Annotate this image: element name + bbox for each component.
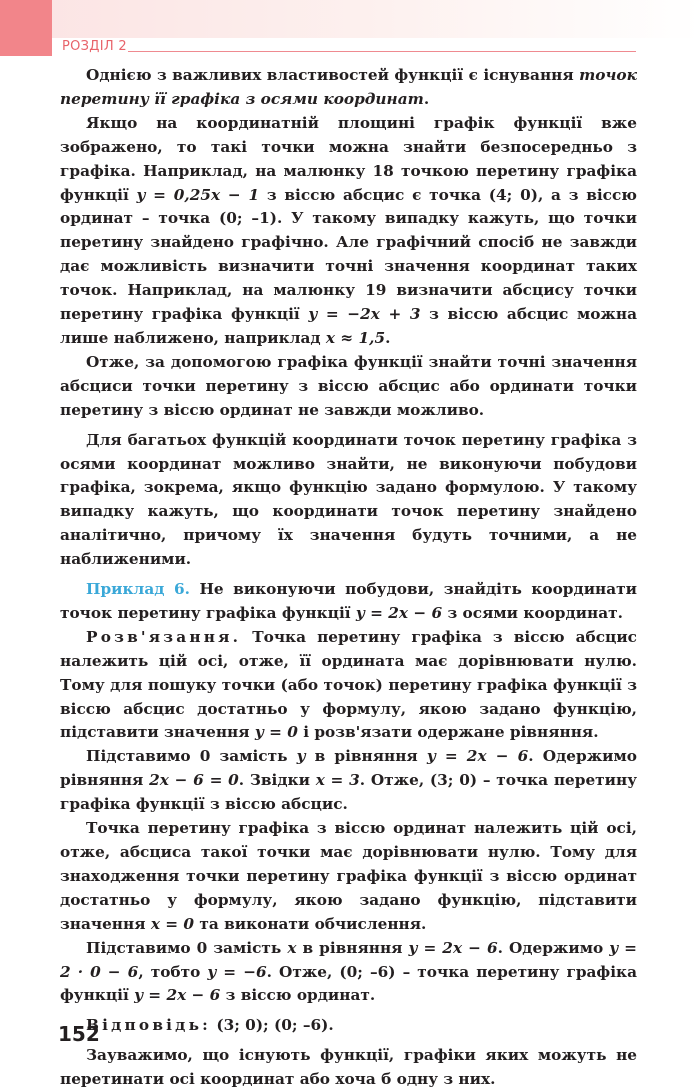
paragraph-y-intercept	[60, 937, 637, 1009]
text-span: . Одержимо рівняння	[60, 747, 637, 790]
variable: y	[296, 747, 306, 766]
text-span: Підставимо 0 замість	[86, 938, 288, 957]
text-span: Не виконуючи побудови, знайдіть координати точок перетину графіка функції	[60, 580, 637, 622]
formula: 2x − 6 = 0	[149, 771, 239, 790]
formula: y = −6	[207, 962, 267, 981]
text-span: , тобто	[138, 962, 208, 981]
formula: y = 0,25x − 1	[136, 185, 260, 204]
formula: x ≈ 1,5	[325, 328, 386, 347]
formula: y = 2x − 6	[426, 747, 529, 766]
text-span: з віссю ординат.	[220, 986, 376, 1005]
formula: y = 2x − 6	[355, 603, 443, 622]
solution-paragraph	[60, 626, 637, 746]
paragraph-y-axis-method	[60, 817, 637, 937]
text-span: Точка перетину графіка з віссю абсцис належить цій осі, отже, її ордината має дорівнювати нулю. Тому для пошуку точки (або точок) перетину графіка функції з віссю абсцис достатньо у формулу, якою задано функцію, підставити значення	[60, 627, 637, 742]
text-span: Підставимо 0 замість	[86, 747, 297, 766]
text-span: Однією з важливих властивостей функції є існування	[86, 66, 580, 84]
text-span: з осями координат.	[442, 603, 623, 622]
formula: y = 0	[254, 723, 298, 742]
text-span: в рівняння	[296, 938, 409, 957]
paragraph-intro	[60, 64, 637, 112]
paragraph-analytic-method: Для багатьох функцій координати точок перетину графіка з осями координат можливо знайти, не виконуючи побудови графіка, зокрема, якщо функцію задано формулою. У такому випадку кажуть, що координати точок перетину знайдено аналітично, причому їх значення будуть точними, а не наближеними.	[60, 430, 637, 569]
answer-text: (3; 0); (0; –6).	[211, 1016, 334, 1035]
variable: x	[287, 938, 297, 957]
text-span: та виконати обчислення.	[194, 914, 427, 933]
formula: y = 2x − 6	[134, 986, 221, 1005]
text-span: .	[385, 328, 391, 347]
page-number: 152	[58, 1022, 100, 1046]
answer-paragraph	[60, 1014, 637, 1038]
formula: x = 0	[150, 914, 195, 933]
chapter-color-tab	[0, 0, 52, 56]
answer-label: Відповідь:	[86, 1016, 211, 1035]
text-span: з віссю абсцис є точка (4; 0), а з віссю ординат – точка (0; –1). У такому випадку кажуть, що точки перетину знайдено графічно. Але графічний спосіб не завжди дає можливість визначити точні значення координат таких точок. Наприклад, на малюнку 19 визначити абсцису точки перетину графіка функції	[60, 185, 637, 324]
formula: y = −2x + 3	[308, 305, 421, 324]
text-span: і розв'язати одержане рівняння.	[297, 723, 599, 742]
paragraph-x-intercept	[60, 745, 637, 817]
header-divider	[128, 51, 636, 52]
text-span: . Звідки	[238, 771, 316, 790]
text-span: Точка перетину графіка з віссю ординат належить цій осі, отже, абсциса такої точки має дорівнювати нулю. Тому для знаходження точки перетину графіка функції з віссю ординат достатньо у формулу, якою задано функцію, підставити значення	[60, 819, 637, 933]
text-span: . Отже, (3; 0) – точка перетину графіка функції з віссю абсцис.	[60, 771, 637, 814]
section-label: РОЗДІЛ 2	[62, 39, 127, 54]
formula: y = 2x − 6	[408, 938, 498, 957]
text-span: .	[423, 89, 430, 108]
text-span: . Отже, (0; –6) – точка перетину графіка функції	[60, 962, 637, 1005]
header-band	[0, 0, 700, 38]
formula: x = 3	[315, 771, 360, 790]
paragraph-conclusion: Отже, за допомогою графіка функції знайти точні значення абсциси точки перетину з віссю абсцис або ординати точки перетину з віссю ординат не завжди можливо.	[60, 352, 637, 419]
key-term: точок перетину її графіка з осями координат	[60, 66, 637, 108]
paragraph-remark: Зауважимо, що існують функції, графіки яких можуть не перетинати осі координат або хоча б одну з них.	[60, 1046, 637, 1089]
text-span: в рівняння	[305, 747, 427, 766]
example-title: Приклад 6.	[86, 580, 190, 599]
paragraph-graphical-method	[60, 112, 637, 351]
page-body	[60, 64, 637, 1092]
text-span: . Одержимо	[497, 938, 610, 957]
formula: y = 2 · 0 − 6	[60, 938, 637, 981]
text-span: з віссю абсцис можна лише наближено, наприклад	[60, 305, 637, 347]
solution-label: Розв'язання.	[86, 627, 242, 646]
example-statement	[60, 578, 637, 626]
text-span: Якщо на координатній площині графік функції вже зображено, то такі точки можна знайти безпосередньо з графіка. Наприклад, на малюнку 18 точкою перетину графіка функції	[60, 113, 637, 204]
